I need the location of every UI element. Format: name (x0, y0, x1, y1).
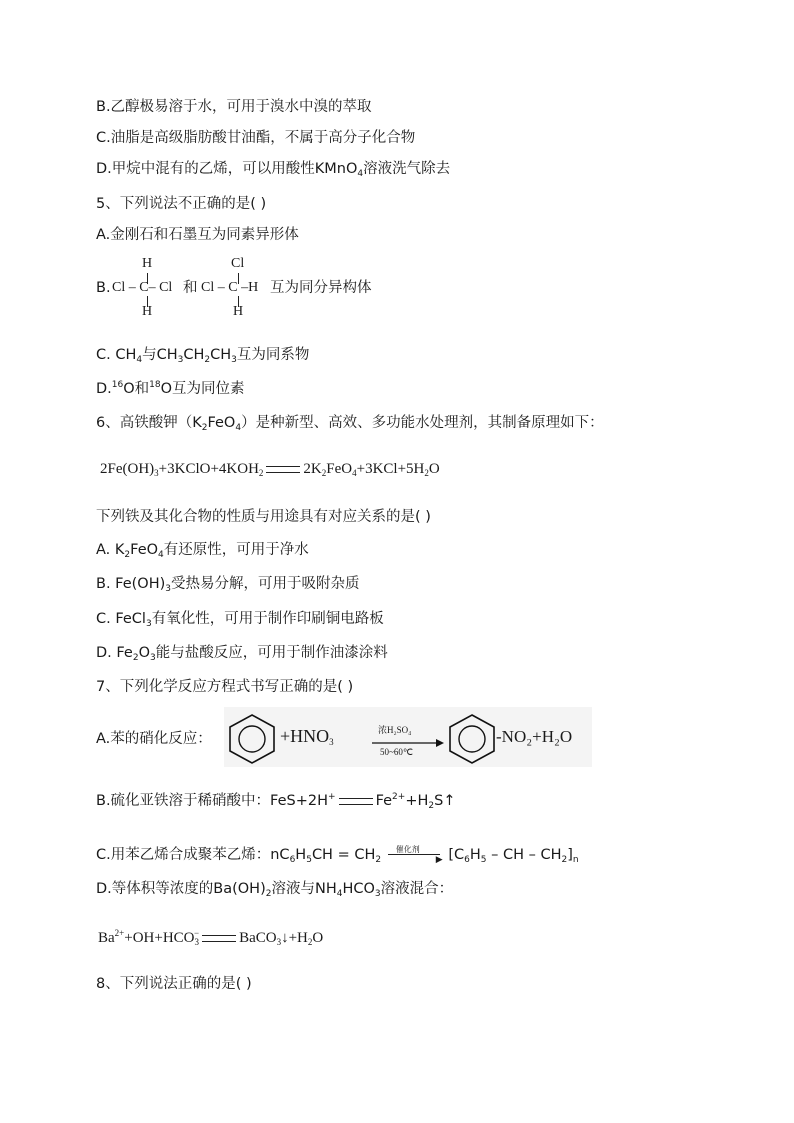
q6-option-b: B. $Fe(OH)_3$受热易分解，可用于吸附杂质 (96, 576, 360, 594)
structure-2 (201, 256, 281, 320)
q6-equation: $2Fe(OH)_3+3KClO+4KOH_2$ $2K_2FeO_4+3KCl+5H_2O$ (100, 461, 440, 478)
q7-option-b: B.硫化亚铁溶于稀硝酸中：FeS+2H+ $Fe^{2+}+H_2S↑$ (96, 792, 456, 811)
q5-option-b-mid: 和 (183, 280, 198, 296)
q5-option-d: D.$^{16}$O和$^{18}$O互为同位素 (96, 380, 245, 397)
nitration-product: -NO₂+H₂O (496, 727, 573, 746)
condition-top: 浓H₂SO₄ (378, 725, 412, 735)
equals-sign (339, 798, 373, 805)
q8-stem: 8、下列说法正确的是( ) (96, 976, 252, 992)
atom-row: Cl – C– Cl (112, 280, 173, 295)
q7-option-a-label: A.苯的硝化反应： (96, 731, 212, 747)
nitration-reagent: $+HNO_3$ (280, 726, 334, 747)
condition-bottom: 50~60℃ (380, 747, 413, 757)
q7-option-d: D.等体积等浓度的$Ba(OH)_2$溶液与$NH_4HCO_3$溶液混合： (96, 881, 454, 899)
q6-stem: 6、高铁酸钾$(K_2FeO_4)$是种新型、高效、多功能水处理剂，其制备原理如下： (96, 415, 604, 433)
q5-stem: 5、下列说法不正确的是( ) (96, 196, 267, 212)
q5-option-b-tail: 互为同分异构体 (270, 280, 372, 296)
atom-h-bottom: H (142, 304, 153, 319)
q5-option-b-label: B. (96, 280, 111, 296)
q7-option-d-equation: $Ba^{2+}+OH+HCO_3^-$ $BaCO_3↓+H_2O$ (98, 928, 324, 947)
q6-option-c: C. FeCl$_3$有氧化性，可用于制作印刷铜电路板 (96, 611, 384, 629)
q6-stem2: 下列铁及其化合物的性质与用途具有对应关系的是( ) (96, 509, 431, 525)
benzene-ring-reactant (230, 715, 274, 763)
q5-option-c: C. $CH_4$与$CH_3CH_2CH_3$互为同系物 (96, 347, 310, 365)
q4-option-c: C.油脂是高级脂肪酸甘油酯，不属于高分子化合物 (96, 130, 416, 146)
equals-sign (202, 935, 236, 942)
atom-h-top: H (142, 256, 153, 271)
q7-stem: 7、下列化学反应方程式书写正确的是( ) (96, 679, 354, 695)
atom-h-bottom: H (233, 304, 244, 319)
atom-cl-top: Cl (231, 256, 245, 271)
q4-option-b: B.乙醇极易溶于水，可用于溴水中溴的萃取 (96, 99, 372, 115)
benzene-ring-product (450, 715, 494, 763)
atom-row: Cl – C –H (201, 280, 259, 295)
equals-sign (266, 466, 300, 473)
nitration-reaction-image (224, 707, 592, 767)
q4-option-d: D.甲烷中混有的乙烯，可以用酸性KMnO$_4$溶液洗气除去 (96, 161, 451, 179)
q7-option-c: C.用苯乙烯合成聚苯乙烯：$nC_6H_5CH = CH_2$ 催化剂 ▶ [$C_6H_5$ – CH – $CH_2]_n$ (96, 845, 579, 865)
q5-option-a: A.金刚石和石墨互为同素异形体 (96, 227, 299, 243)
q6-option-a: A. $K_2FeO_4$有还原性，可用于净水 (96, 542, 309, 560)
q6-option-d: D. $Fe_2O_3$能与盐酸反应，可用于制作油漆涂料 (96, 645, 388, 663)
catalyst-arrow: 催化剂 ▶ (386, 848, 444, 862)
